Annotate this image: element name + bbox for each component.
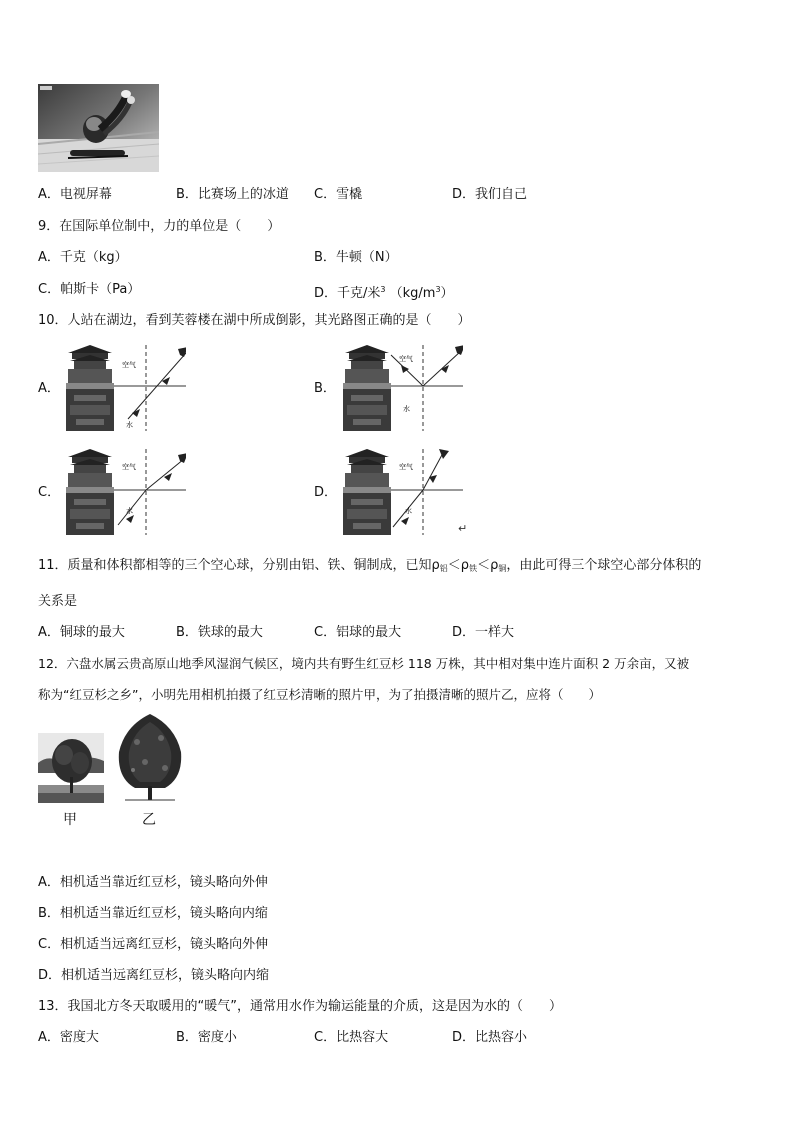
q10-diagram-a xyxy=(66,343,186,431)
q12-option-b[interactable]: B．相机适当靠近红豆杉，镜头略向内缩 xyxy=(38,906,268,921)
q10-d-air-label: 空气 xyxy=(399,463,413,471)
q12-stem-line1: 12．六盘水属云贵高原山地季风湿润气候区，境内共有野生红豆杉 118 万株，其中相对集中连片面积 2 万余亩，又被 xyxy=(38,656,690,671)
q12-option-c[interactable]: C．相机适当远离红豆杉，镜头略向外伸 xyxy=(38,937,269,952)
q10-b-water-label: 水 xyxy=(403,405,410,413)
q10-diagram-c xyxy=(66,447,186,535)
q10-a-water-label: 水 xyxy=(126,421,133,429)
q8-option-c[interactable]: C．雪橇 xyxy=(314,187,363,202)
q8-option-b[interactable]: B．比赛场上的冰道 xyxy=(176,187,289,202)
tree-photo-yi xyxy=(115,712,185,803)
q12-label-yi: 乙 xyxy=(142,812,156,828)
q9-option-b[interactable]: B．牛顿（N） xyxy=(314,250,398,265)
q9-option-a[interactable]: A．千克（kg） xyxy=(38,250,128,265)
q10-c-water-label: 水 xyxy=(126,507,133,515)
q11-sub-fe: 铁 xyxy=(469,564,478,573)
q9-option-d-text: D．千克/米 xyxy=(314,286,381,301)
q11-stem-line2: 关系是 xyxy=(38,594,78,609)
q12-option-d[interactable]: D．相机适当远离红豆杉，镜头略向内缩 xyxy=(38,968,270,983)
q10-stem: 10．人站在湖边，看到芙蓉楼在湖中所成倒影，其光路图正确的是（ ） xyxy=(38,313,471,328)
q12-option-a[interactable]: A．相机适当靠近红豆杉，镜头略向外伸 xyxy=(38,875,268,890)
q10-option-c-label[interactable]: C． xyxy=(38,485,61,500)
q10-c-air-label: 空气 xyxy=(122,463,136,471)
q10-d-water-label: 水 xyxy=(405,507,412,515)
q8-option-a[interactable]: A．电视屏幕 xyxy=(38,187,112,202)
q10-b-air-label: 空气 xyxy=(399,355,413,363)
q13-stem: 13．我国北方冬天取暖用的“暖气”，通常用水作为输运能量的介质，这是因为水的（ ） xyxy=(38,999,563,1014)
q10-option-b-label[interactable]: B． xyxy=(314,381,336,396)
q10-a-air-label: 空气 xyxy=(122,361,136,369)
q12-label-jia: 甲 xyxy=(63,812,77,828)
q9-option-d-sup: 3 xyxy=(380,285,386,294)
q9-option-d[interactable] xyxy=(314,281,454,303)
skeleton-sled-photo xyxy=(38,84,159,172)
q12-stem-line2: 称为“红豆杉之乡”，小明先用相机拍摄了红豆杉清晰的照片甲，为了拍摄清晰的照片乙，应将（ ） xyxy=(38,687,601,702)
q10-option-a-label[interactable]: A． xyxy=(38,381,60,396)
q11-stem-line1: 11．质量和体积都相等的三个空心球，分别由铝、铁、铜制成，已知$\rho_铝<\rho_铁<\rho_铜$，由此可得三个球空心部分体积的 xyxy=(38,558,702,573)
q10-option-d-label[interactable]: D． xyxy=(314,485,338,500)
q11-option-b[interactable]: B．铁球的最大 xyxy=(176,625,263,640)
q13-option-c[interactable]: C．比热容大 xyxy=(314,1030,389,1045)
q8-option-d[interactable]: D．我们自己 xyxy=(452,187,528,202)
q10-diagram-d xyxy=(343,447,463,535)
q11-sub-cu: 铜 xyxy=(498,564,507,573)
tree-photo-jia xyxy=(38,733,104,803)
q10-diagram-b xyxy=(343,343,463,431)
q11-option-d[interactable]: D．一样大 xyxy=(452,625,515,640)
q9-option-c[interactable]: C．帕斯卡（Pa） xyxy=(38,282,141,297)
q11-option-c[interactable]: C．铝球的最大 xyxy=(314,625,402,640)
q9-option-d-unit: $(kg/m^3)$ xyxy=(389,285,454,301)
q11-sub-al: 铝 xyxy=(439,564,448,573)
q13-option-b[interactable]: B．密度小 xyxy=(176,1030,237,1045)
q10-return-mark: ↵ xyxy=(458,522,468,535)
q11-option-a[interactable]: A．铜球的最大 xyxy=(38,625,125,640)
q9-stem: 9．在国际单位制中，力的单位是（ ） xyxy=(38,219,281,234)
q13-option-a[interactable]: A．密度大 xyxy=(38,1030,99,1045)
q13-option-d[interactable]: D．比热容小 xyxy=(452,1030,528,1045)
